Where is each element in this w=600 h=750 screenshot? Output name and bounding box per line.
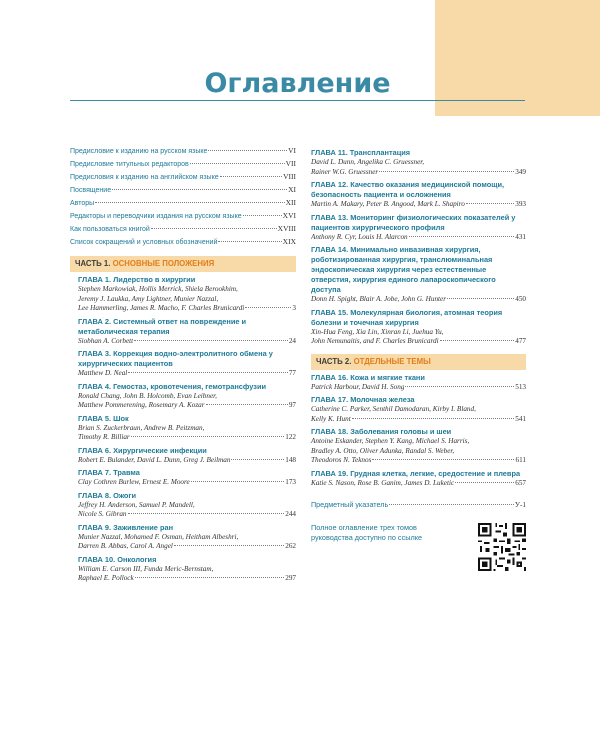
- chapter-authors-last: [78, 433, 296, 443]
- dot-leader: [409, 236, 515, 237]
- chapter-page: 173: [285, 478, 296, 486]
- index-page: У-1: [514, 501, 526, 509]
- dot-leader: [128, 513, 285, 514]
- chapter-authors: Rainer W.G. Gruessner: [311, 167, 379, 176]
- chapter-title: ГЛАВА 19. Грудная клетка, легкие, средостение и плевра: [311, 468, 521, 478]
- chapter-page: 657: [515, 478, 526, 487]
- chapter-authors-last: [311, 200, 526, 210]
- chapter-title: ГЛАВА 11. Трансплантация: [311, 148, 411, 157]
- dot-leader: [206, 404, 288, 405]
- chapter-title: ГЛАВА 17. Молочная железа: [311, 395, 415, 404]
- chapter-authors: Patrick Harbour, David H. Song: [311, 382, 405, 391]
- toc-right-column: [311, 145, 526, 571]
- front-matter-label: Предисловия к изданию на английском языке: [70, 174, 219, 181]
- chapter-authors-last: [78, 574, 296, 584]
- dot-leader: [151, 228, 277, 229]
- part1-chapters: [70, 275, 296, 584]
- front-matter-item[interactable]: [70, 223, 296, 236]
- chapter-authors-last: [78, 401, 296, 411]
- chapter-title: ГЛАВА 3. Коррекция водно-электролитного обмена у хирургических пациентов: [78, 349, 273, 368]
- chapter-authors-last: [311, 337, 526, 347]
- chapter-page: 611: [515, 456, 526, 464]
- chapter-authors-last: [78, 304, 296, 314]
- chapter-entry[interactable]: [78, 317, 296, 347]
- chapter-title: ГЛАВА 7. Травма: [78, 468, 140, 477]
- chapter-authors: Timothy R. Billiar: [78, 433, 130, 441]
- dot-leader: [405, 386, 514, 387]
- front-matter-list: [70, 145, 296, 249]
- dot-leader: [245, 307, 291, 308]
- chapter-entry[interactable]: [78, 468, 296, 488]
- chapter-entry[interactable]: [311, 245, 526, 305]
- chapter-title: ГЛАВА 8. Ожоги: [78, 490, 137, 500]
- chapter-entry[interactable]: [311, 148, 526, 177]
- dot-leader: [190, 163, 285, 164]
- part1-name: ОСНОВНЫЕ ПОЛОЖЕНИЯ: [112, 259, 215, 268]
- chapter-authors: Lee Hammerling, James R. Macho, F. Charles Brunicardi: [78, 304, 245, 312]
- chapter-authors: Jeremy J. Laukka, Amy Lightner, Munier Nazzal,: [78, 294, 219, 303]
- chapter-page: 244: [285, 510, 296, 518]
- part1-header: [70, 256, 296, 272]
- chapter-authors: Robert E. Bulander, David L. Dunn, Greg J. Beilman: [78, 455, 231, 464]
- front-matter-item[interactable]: [70, 184, 296, 197]
- front-matter-item[interactable]: [70, 210, 296, 223]
- front-matter-label: Редакторы и переводчики издания на русском языке: [70, 213, 242, 220]
- chapter-authors-last: [311, 383, 526, 393]
- chapter-authors-last: [78, 456, 296, 466]
- front-matter-page: VIII: [283, 172, 296, 181]
- chapter-authors-last: [78, 478, 296, 488]
- chapter-authors: William E. Carson III, Funda Meric-Bernstam,: [78, 564, 214, 573]
- chapter-page: 77: [288, 369, 296, 377]
- toc-left-column: [70, 145, 296, 584]
- chapter-authors: Theodoros N. Teknos: [311, 456, 372, 464]
- chapter-page: 148: [285, 455, 296, 464]
- front-matter-item[interactable]: [70, 171, 296, 184]
- chapter-page: 24: [288, 336, 296, 345]
- front-matter-label: Как пользоваться книгой: [70, 226, 150, 233]
- chapter-authors-last: [78, 510, 296, 520]
- front-matter-label: Список сокращений и условных обозначений: [70, 239, 218, 246]
- front-matter-label: Предисловие титульных редакторов: [70, 161, 189, 168]
- index-entry[interactable]: [311, 500, 526, 510]
- dot-leader: [243, 215, 282, 216]
- chapter-title: ГЛАВА 10. Онкология: [78, 554, 157, 564]
- chapter-title: ГЛАВА 18. Заболевания головы и шеи: [311, 427, 452, 436]
- chapter-authors-last: [311, 233, 526, 243]
- chapter-title: ГЛАВА 2. Системный ответ на повреждение и метаболическая терапия: [78, 316, 247, 336]
- chapter-title: ГЛАВА 9. Заживление ран: [78, 522, 174, 532]
- chapter-title: ГЛАВА 14. Минимально инвазивная хирургия, роботизированная хирургия, транслюминальная эндоскопическая хирургия через естественные отверстия, хирургия единого лапароскопического доступа: [311, 245, 496, 294]
- chapter-entry[interactable]: [78, 555, 296, 584]
- chapter-authors: Darren B. Abbas, Carol A. Angel: [78, 542, 173, 550]
- chapter-authors: Kelly K. Hunt: [311, 414, 351, 423]
- dot-leader: [191, 481, 284, 482]
- chapter-entry[interactable]: [78, 414, 296, 443]
- chapter-authors: Xin-Hua Feng, Xia Lin, Xinran Li, Juehua Yu,: [311, 327, 444, 336]
- front-matter-item[interactable]: [70, 197, 296, 210]
- chapter-authors: Ronald Chang, John B. Holcomb, Evan Leibner,: [78, 391, 217, 400]
- chapter-authors: John Nemunaitis, and F. Charles Brunicardi: [311, 337, 439, 345]
- part2-chapters: [311, 373, 526, 489]
- front-matter-label: Посвящение: [70, 187, 112, 194]
- index-label: Предметный указатель: [311, 500, 389, 509]
- part1-prefix: ЧАСТЬ 1.: [75, 259, 111, 268]
- dot-leader: [389, 504, 514, 505]
- chapter-authors-last: [311, 415, 526, 425]
- part2-prefix: ЧАСТЬ 2.: [316, 356, 352, 366]
- chapter-title: ГЛАВА 6. Хирургические инфекции: [78, 445, 207, 455]
- part2-header: [311, 354, 526, 370]
- qr-block: [311, 523, 526, 571]
- chapter-authors: David L. Dunn, Angelika C. Gruessner,: [311, 158, 425, 166]
- front-matter-page: VI: [288, 146, 296, 155]
- chapter-authors-last: [311, 479, 526, 489]
- chapter-title: ГЛАВА 12. Качество оказания медицинской помощи, безопасность пациента и осложнения: [311, 180, 505, 199]
- chapter-authors: Nicole S. Gibran: [78, 510, 127, 518]
- chapter-authors: Antoine Eskander, Stephen Y. Kang, Michael S. Harris,: [311, 437, 470, 445]
- dot-leader: [372, 459, 514, 460]
- dot-leader: [134, 340, 288, 341]
- chapter-entry[interactable]: [78, 446, 296, 466]
- dot-leader: [220, 176, 282, 177]
- part1-chapters-continued: [311, 148, 526, 347]
- chapter-entry[interactable]: [78, 382, 296, 411]
- dot-leader: [174, 545, 284, 546]
- front-matter-page: XVI: [282, 211, 296, 220]
- front-matter-label: Авторы: [70, 200, 95, 207]
- chapter-title: ГЛАВА 4. Гемостаз, кровотечения, гемотрансфузии: [78, 381, 267, 391]
- dot-leader: [208, 150, 287, 151]
- chapter-authors: Raphael E. Pollock: [78, 574, 134, 582]
- front-matter-page: XVIII: [277, 224, 296, 233]
- dot-leader: [231, 459, 284, 460]
- chapter-title: ГЛАВА 13. Мониторинг физиологических показателей у пациентов хирургического профиля: [311, 212, 516, 232]
- chapter-entry[interactable]: [311, 373, 526, 393]
- chapter-page: 349: [515, 167, 526, 176]
- front-matter-label: Предисловие к изданию на русском языке: [70, 148, 208, 155]
- chapter-authors: Munier Nazzal, Mohamed F. Osman, Heitham Albeshri,: [78, 532, 239, 541]
- chapter-authors: Donn H. Spight, Blair A. Jobe, John G. Hunter: [311, 295, 447, 303]
- front-matter-item[interactable]: [70, 236, 296, 249]
- chapter-authors-last: [78, 337, 296, 347]
- chapter-authors-last: [78, 369, 296, 379]
- chapter-authors: Clay Cothren Burlew, Ernest E. Moore: [78, 478, 190, 486]
- chapter-entry[interactable]: [311, 395, 526, 424]
- dot-leader: [352, 418, 514, 419]
- page-title: Оглавление: [204, 68, 391, 99]
- dot-leader: [112, 189, 287, 190]
- chapter-entry[interactable]: [311, 213, 526, 243]
- front-matter-page: XI: [288, 185, 296, 194]
- chapter-entry[interactable]: [78, 523, 296, 552]
- chapter-title: ГЛАВА 15. Молекулярная биология, атомная теория болезни и точечная хирургия: [311, 307, 503, 327]
- dot-leader: [455, 482, 514, 483]
- chapter-authors: Catherine C. Parker, Senthil Damodaran, Kirby I. Bland,: [311, 405, 476, 413]
- chapter-authors: Siobhan A. Corbett: [78, 336, 134, 345]
- chapter-page: 541: [515, 414, 526, 423]
- chapter-authors: Jeffrey H. Anderson, Samuel P. Mandell,: [78, 500, 195, 509]
- front-matter-item[interactable]: [70, 158, 296, 171]
- dot-leader: [218, 241, 281, 242]
- chapter-authors: Matthew Pommerening, Rosemary A. Kozar: [78, 401, 205, 409]
- dot-leader: [379, 171, 514, 172]
- chapter-entry[interactable]: [311, 427, 526, 466]
- front-matter-page: XII: [285, 198, 296, 207]
- dot-leader: [447, 298, 514, 299]
- chapter-entry[interactable]: [311, 308, 526, 347]
- chapter-page: 97: [288, 401, 296, 409]
- chapter-title: ГЛАВА 1. Лидерство в хирургии: [78, 275, 196, 284]
- chapter-page: 450: [515, 295, 526, 303]
- chapter-authors: Martin A. Makary, Peter B. Angood, Mark L. Shapiro: [311, 200, 465, 208]
- chapter-page: 513: [515, 382, 526, 391]
- chapter-page: 431: [515, 232, 526, 241]
- chapter-authors: Bradley A. Otto, Oliver Adunka, Randal S. Weber,: [311, 446, 455, 455]
- dot-leader: [440, 340, 515, 341]
- chapter-page: 262: [285, 542, 296, 550]
- dot-leader: [131, 436, 285, 437]
- chapter-authors: Anthony R. Cyr, Louis H. Alarcon: [311, 232, 408, 241]
- chapter-authors: Brian S. Zuckerbraun, Andrew B. Peitzman,: [78, 423, 205, 432]
- chapter-page: 477: [515, 337, 526, 345]
- front-matter-item[interactable]: [70, 145, 296, 158]
- chapter-entry[interactable]: [311, 469, 526, 489]
- title-rule: [70, 100, 525, 101]
- dot-leader: [135, 577, 285, 578]
- chapter-entry[interactable]: [78, 491, 296, 520]
- chapter-title: ГЛАВА 16. Кожа и мягкие ткани: [311, 372, 425, 382]
- dot-leader: [95, 202, 284, 203]
- dot-leader: [466, 203, 514, 204]
- chapter-authors: Stephen Markowiak, Hollis Merrick, Shiela Berookhim,: [78, 285, 238, 293]
- chapter-title: ГЛАВА 5. Шок: [78, 413, 129, 423]
- chapter-authors: Matthew D. Neal: [78, 369, 128, 377]
- chapter-authors-last: [311, 456, 526, 466]
- dot-leader: [128, 372, 288, 373]
- chapter-page: 297: [285, 574, 296, 582]
- chapter-page: 122: [285, 433, 296, 441]
- qr-code-icon[interactable]: [478, 523, 526, 571]
- chapter-authors: Katie S. Nason, Rose B. Ganim, James D. Luketic: [311, 478, 455, 487]
- front-matter-page: VII: [285, 159, 296, 168]
- chapter-entry[interactable]: [78, 349, 296, 379]
- part2-name: ОТДЕЛЬНЫЕ ТЕМЫ: [353, 356, 431, 366]
- chapter-authors-last: [311, 168, 526, 178]
- qr-note: Полное оглавление трех томов руководства доступно по ссылке: [311, 523, 423, 542]
- chapter-page: 393: [515, 200, 526, 208]
- front-matter-page: XIX: [282, 237, 296, 246]
- chapter-entry[interactable]: [311, 180, 526, 210]
- chapter-authors-last: [78, 542, 296, 552]
- chapter-authors-last: [311, 295, 526, 305]
- chapter-entry[interactable]: [78, 275, 296, 314]
- chapter-page: 3: [292, 304, 296, 312]
